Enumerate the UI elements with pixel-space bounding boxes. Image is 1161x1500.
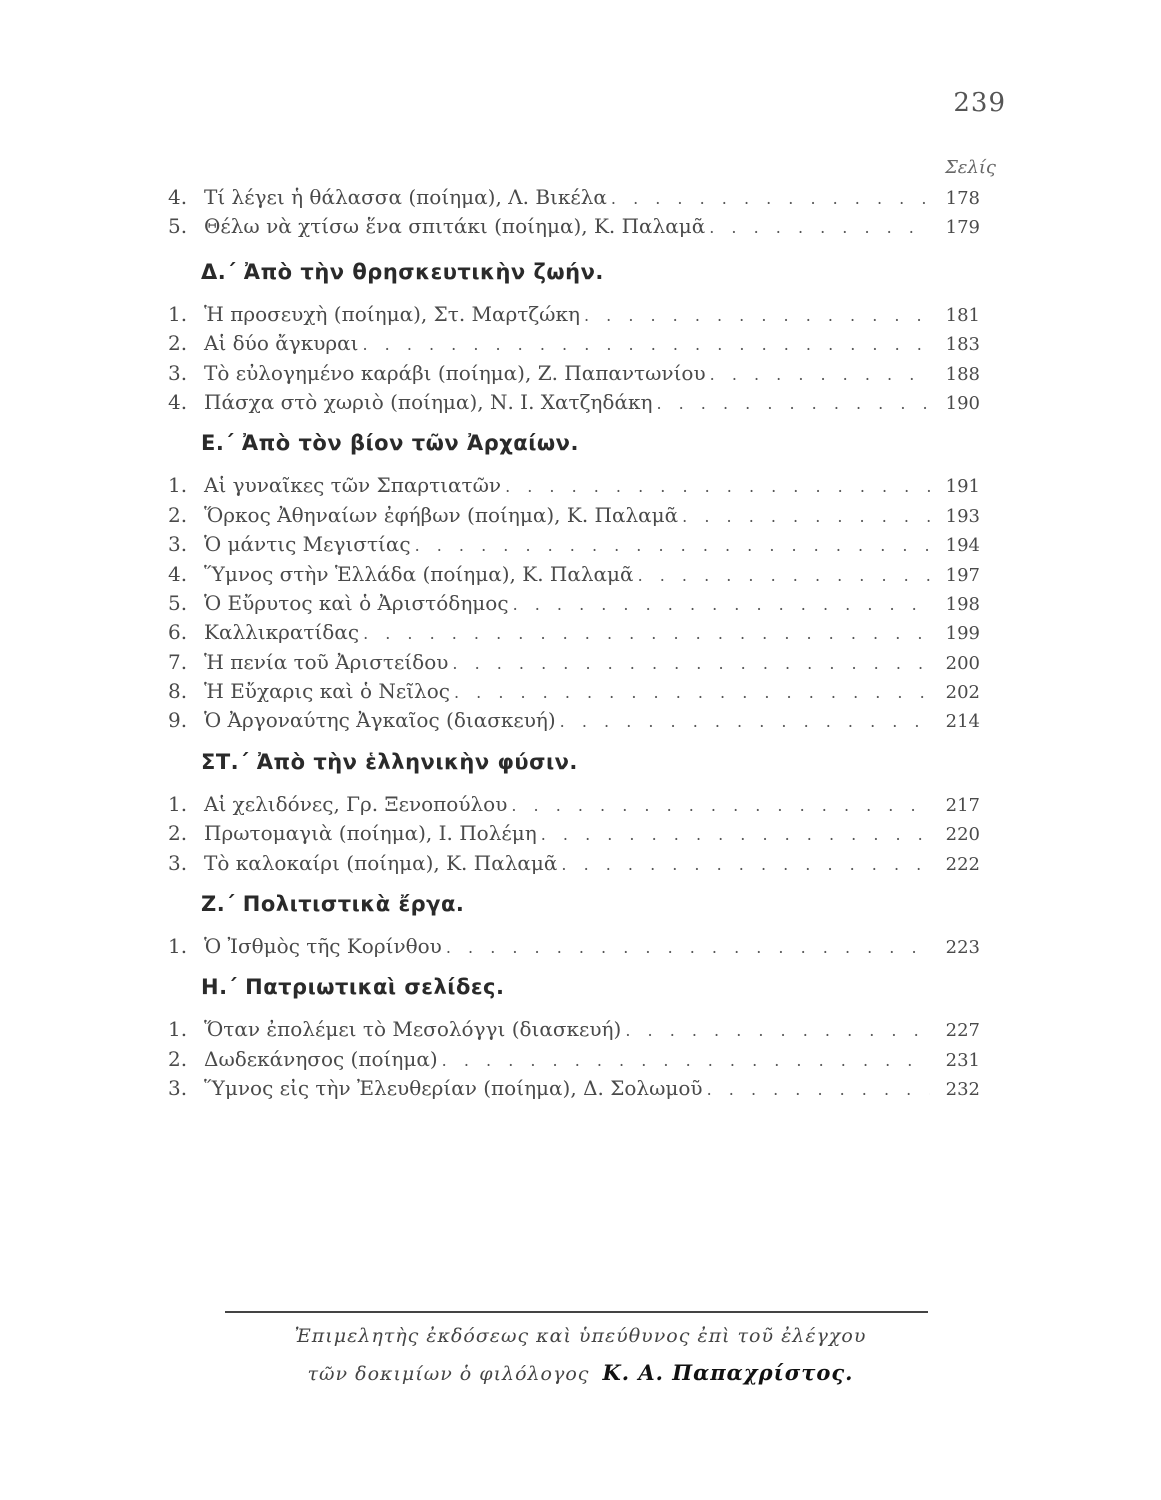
- toc-entry-page: 202: [945, 682, 980, 704]
- toc-entry-page: 181: [945, 304, 980, 326]
- toc-entry-title: Αἱ γυναῖκες τῶν Σπαρτιατῶν: [204, 473, 502, 498]
- toc-entry-number: 3.: [168, 850, 188, 875]
- toc-entry-number: 7.: [168, 649, 188, 674]
- toc-entry-page: 222: [945, 853, 980, 875]
- toc-entry: [168, 792, 980, 821]
- toc-entry-page: 198: [945, 593, 980, 615]
- toc-entry-page: 231: [945, 1049, 980, 1071]
- toc-entry-page: 183: [945, 334, 980, 356]
- toc-entry: [168, 214, 980, 243]
- dot-leader: [442, 1051, 930, 1070]
- toc-entry-title: Αἱ δύο ἄγκυραι: [204, 331, 359, 356]
- toc-entry-number: 5.: [168, 214, 188, 239]
- toc-entry-title: Ὅταν ἐπολέμει τὸ Μεσολόγγι (διασκευή): [204, 1017, 622, 1042]
- toc-entry-title: Ὁ Ἰσθμὸς τῆς Κορίνθου: [204, 934, 442, 959]
- toc-entry-page: 188: [945, 363, 980, 385]
- toc-entry-number: 2.: [168, 502, 188, 527]
- toc-entry-number: 2.: [168, 821, 188, 846]
- dot-leader: [505, 477, 930, 496]
- toc-entry-title: Πρωτομαγιὰ (ποίημα), Ι. Πολέμη: [204, 821, 537, 846]
- dot-leader: [656, 394, 930, 413]
- dot-leader: [560, 712, 930, 731]
- dot-leader: [541, 825, 930, 844]
- toc-entry: [168, 1047, 980, 1076]
- toc-entry: [168, 1017, 980, 1046]
- dot-leader: [561, 855, 930, 874]
- toc-entry-page: 214: [945, 711, 980, 733]
- dot-leader: [513, 595, 930, 614]
- toc-entry-title: Δωδεκάνησος (ποίημα): [204, 1046, 438, 1071]
- toc-entry-page: 227: [945, 1020, 980, 1042]
- toc-entry-number: 4.: [168, 561, 188, 586]
- toc-entry: [168, 851, 980, 880]
- toc-entry-title: Ὁ Ἀργοναύτης Ἀγκαῖος (διασκευή): [204, 708, 556, 733]
- dot-leader: [638, 566, 930, 585]
- dot-leader: [584, 306, 930, 325]
- dot-leader: [446, 938, 930, 957]
- toc-entry-number: 4.: [168, 185, 188, 209]
- toc-entry-number: 6.: [168, 620, 188, 645]
- toc-entry-number: 1.: [168, 473, 188, 498]
- toc-entry: [168, 473, 980, 502]
- dot-leader: [710, 365, 930, 384]
- footer-credit-text: τῶν δοκιμίων ὁ φιλόλογος: [307, 1363, 590, 1385]
- toc-entry-page: 223: [945, 937, 980, 959]
- toc-entry-title: Πάσχα στὸ χωριὸ (ποίημα), Ν. Ι. Χατζηδάκη: [204, 389, 653, 414]
- toc-entry-title: Ἡ πενία τοῦ Ἀριστείδου: [204, 649, 449, 674]
- toc-entry-number: 9.: [168, 708, 188, 733]
- toc-entry: [168, 1076, 980, 1105]
- toc-entry-page: 190: [945, 392, 980, 414]
- dot-leader: [611, 189, 930, 208]
- dot-leader: [511, 796, 930, 815]
- toc-entry-title: Καλλικρατίδας: [204, 620, 360, 645]
- toc-entry-number: 2.: [168, 331, 188, 356]
- toc-entry-number: 1.: [168, 1017, 188, 1042]
- toc-entry-page: 191: [945, 476, 980, 498]
- toc-entry-number: 4.: [168, 389, 188, 414]
- dot-leader: [362, 335, 930, 354]
- toc-entry: [168, 650, 980, 679]
- toc-entry-number: 1.: [168, 791, 188, 816]
- dot-leader: [415, 536, 930, 555]
- toc-entry-number: 1.: [168, 934, 188, 959]
- toc-entry-page: 178: [945, 188, 980, 209]
- section-heading: ΣΤ.΄ Ἀπὸ τὴν ἑλληνικὴν φύσιν.: [201, 749, 578, 774]
- toc-entry-page: 200: [945, 652, 980, 674]
- toc-entry-number: 3.: [168, 532, 188, 557]
- table-of-contents: [168, 185, 980, 1106]
- dot-leader: [452, 654, 930, 673]
- page-column-label: Σελίς: [945, 157, 996, 178]
- section-heading: Η.΄ Πατριωτικαὶ σελίδες.: [201, 975, 505, 1000]
- toc-entry-page: 197: [945, 564, 980, 586]
- footer-divider: [225, 1311, 928, 1313]
- section-heading: Ζ.΄ Πολιτιστικὰ ἔργα.: [201, 892, 465, 917]
- dot-leader: [709, 218, 930, 237]
- dot-leader: [707, 1080, 930, 1099]
- toc-entry-title: Ἡ Εὔχαρις καὶ ὁ Νεῖλος: [204, 679, 450, 704]
- toc-entry-page: 179: [945, 217, 980, 239]
- toc-entry: [168, 934, 980, 963]
- toc-entry: [168, 679, 980, 708]
- toc-entry-title: Τὸ εὐλογημένο καράβι (ποίημα), Ζ. Παπαντωνίου: [204, 360, 706, 385]
- toc-entry: [168, 708, 980, 737]
- toc-entry-title: Ὁ μάντις Μεγιστίας: [204, 532, 411, 557]
- section-heading: Ε.΄ Ἀπὸ τὸν βίον τῶν Ἀρχαίων.: [201, 431, 579, 456]
- toc-entry-number: 1.: [168, 301, 188, 326]
- footer-credit-line-1: Ἐπιμελητὴς ἐκδόσεως καὶ ὑπεύθυνος ἐπὶ τοῦ ἐλέγχου: [294, 1325, 867, 1347]
- dot-leader: [625, 1021, 930, 1040]
- footer-editor-name: Κ. Α. Παπαχρίστος.: [602, 1360, 854, 1385]
- toc-entry-title: Ἡ προσευχὴ (ποίημα), Στ. Μαρτζώκη: [204, 301, 580, 326]
- toc-entry-number: 8.: [168, 679, 188, 704]
- toc-entry: [168, 185, 980, 214]
- toc-entry-title: Τί λέγει ἡ θάλασσα (ποίημα), Λ. Βικέλα: [204, 185, 607, 209]
- toc-entry-page: 194: [945, 535, 980, 557]
- toc-entry: [168, 591, 980, 620]
- section-heading: Δ.΄ Ἀπὸ τὴν θρησκευτικὴν ζωήν.: [201, 259, 604, 284]
- toc-entry-number: 3.: [168, 360, 188, 385]
- toc-entry-number: 5.: [168, 590, 188, 615]
- toc-entry-title: Τὸ καλοκαίρι (ποίημα), Κ. Παλαμᾶ: [204, 850, 558, 875]
- dot-leader: [682, 507, 930, 526]
- toc-entry-page: 199: [945, 623, 980, 645]
- toc-entry: [168, 302, 980, 331]
- toc-entry-page: 217: [945, 794, 980, 816]
- toc-entry-title: Ὅρκος Ἀθηναίων ἐφήβων (ποίημα), Κ. Παλαμᾶ: [204, 502, 679, 527]
- toc-entry-title: Θέλω νὰ χτίσω ἕνα σπιτάκι (ποίημα), Κ. Παλαμᾶ: [204, 214, 706, 239]
- dot-leader: [454, 683, 930, 702]
- footer-credit-line-2: [0, 1360, 1161, 1385]
- toc-entry-title: Αἱ χελιδόνες, Γρ. Ξενοπούλου: [204, 791, 508, 816]
- toc-entry-title: Ὕμνος εἰς τὴν Ἐλευθερίαν (ποίημα), Δ. Σολωμοῦ: [204, 1076, 703, 1101]
- toc-entry: [168, 821, 980, 850]
- toc-entry-page: 220: [945, 824, 980, 846]
- toc-entry: [168, 361, 980, 390]
- toc-entry-title: Ὁ Εὔρυτος καὶ ὁ Ἀριστόδημος: [204, 590, 509, 615]
- toc-entry-number: 3.: [168, 1076, 188, 1101]
- toc-entry-page: 232: [945, 1079, 980, 1101]
- dot-leader: [363, 624, 930, 643]
- page-number: 239: [953, 88, 1006, 118]
- toc-entry: [168, 390, 980, 419]
- toc-entry-page: 193: [945, 505, 980, 527]
- toc-entry: [168, 331, 980, 360]
- toc-entry-title: Ὕμνος στὴν Ἑλλάδα (ποίημα), Κ. Παλαμᾶ: [204, 561, 634, 586]
- toc-entry: [168, 562, 980, 591]
- toc-entry: [168, 532, 980, 561]
- toc-entry-number: 2.: [168, 1046, 188, 1071]
- toc-entry: [168, 503, 980, 532]
- toc-entry: [168, 620, 980, 649]
